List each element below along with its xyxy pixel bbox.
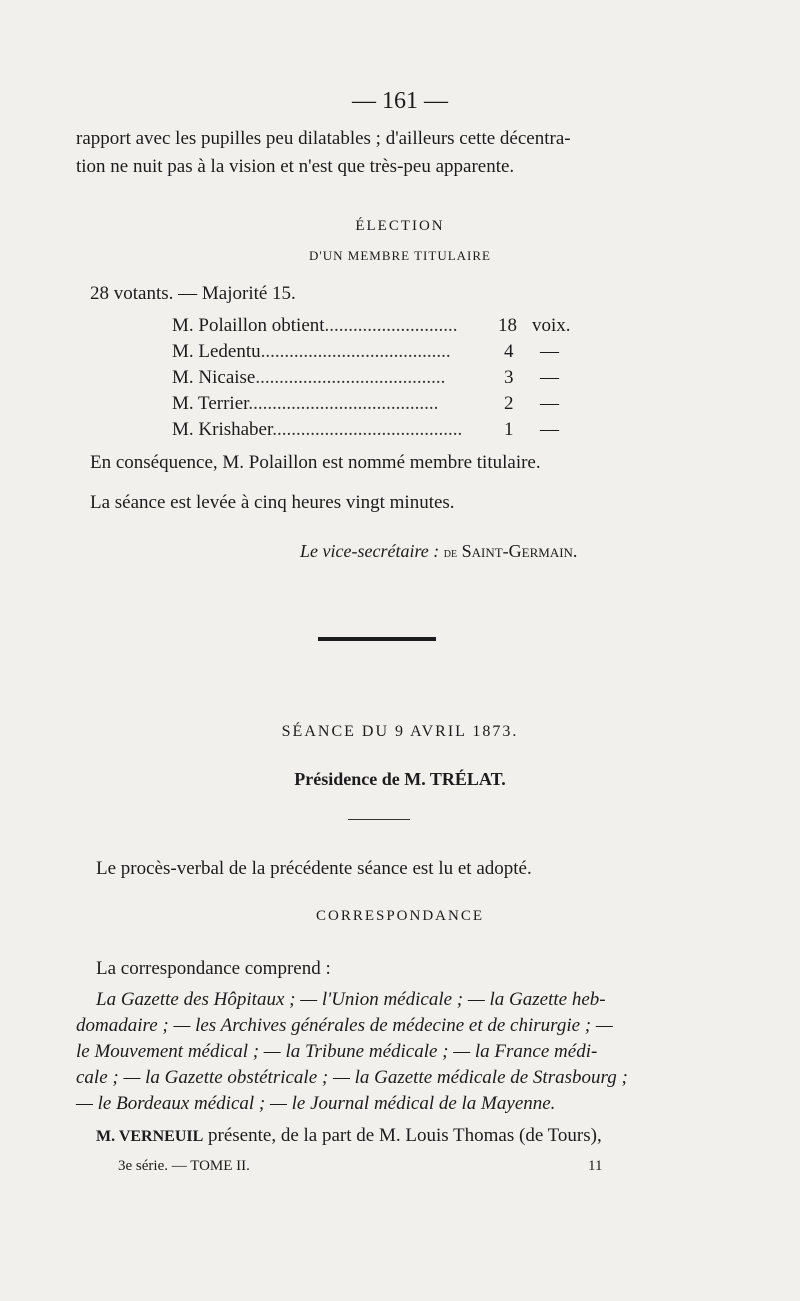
election-closing: La séance est levée à cinq heures vingt minutes. <box>90 492 455 513</box>
correspondance-line: La Gazette des Hôpitaux ; — l'Union médicale ; — la Gazette heb- <box>96 989 606 1010</box>
signature-de: de <box>443 546 458 561</box>
paragraph-line: rapport avec les pupilles peu dilatables ; d'ailleurs cette décentra- <box>76 128 571 149</box>
election-consequence: En conséquence, M. Polaillon est nommé membre titulaire. <box>90 452 541 473</box>
vote-unit: — <box>540 419 559 440</box>
vote-name: M. Ledentu........................................ <box>172 341 451 362</box>
vote-name: M. Terrier........................................ <box>172 393 439 414</box>
footer-signature-mark: 11 <box>588 1158 603 1174</box>
vote-unit: voix. <box>532 315 571 336</box>
seance-title: SÉANCE DU 9 AVRIL 1873. <box>281 723 519 740</box>
correspondance-line: domadaire ; — les Archives générales de médecine et de chirurgie ; — <box>76 1015 613 1036</box>
vote-count: 1 <box>504 419 514 440</box>
paragraph-line: tion ne nuit pas à la vision et n'est que très-peu apparente. <box>76 156 515 177</box>
vote-count: 18 <box>498 315 517 336</box>
proces-verbal: Le procès-verbal de la précédente séance est lu et adopté. <box>96 858 532 879</box>
correspondance-title: CORRESPONDANCE <box>315 908 485 924</box>
election-title: ÉLECTION <box>355 218 445 234</box>
vote-unit: — <box>540 393 559 414</box>
vote-name: M. Polaillon obtient............................ <box>172 315 458 336</box>
last-line <box>96 1125 602 1147</box>
signature-role: Le vice-secrétaire : <box>300 541 440 561</box>
section-divider <box>318 637 436 641</box>
speaker: M. VERNEUIL <box>96 1128 204 1145</box>
page-number: — 161 — <box>352 88 448 114</box>
footer-series: 3e série. — TOME II. <box>118 1158 250 1174</box>
correspondance-line: — le Bordeaux médical ; — le Journal médical de la Mayenne. <box>76 1093 556 1114</box>
correspondance-intro: La correspondance comprend : <box>96 958 331 979</box>
election-summary: 28 votants. — Majorité 15. <box>90 283 296 304</box>
correspondance-line: cale ; — la Gazette obstétricale ; — la Gazette médicale de Strasbourg ; <box>76 1067 628 1088</box>
last-line-text: présente, de la part de M. Louis Thomas (de Tours), <box>208 1125 602 1146</box>
vote-count: 2 <box>504 393 514 414</box>
vote-unit: — <box>540 341 559 362</box>
signature <box>300 541 577 562</box>
vote-name: M. Nicaise........................................ <box>172 367 446 388</box>
signature-name: Saint-Germain. <box>461 541 578 561</box>
presidence-line: Présidence de M. TRÉLAT. <box>294 769 506 789</box>
correspondance-line: le Mouvement médical ; — la Tribune médicale ; — la France médi- <box>76 1041 598 1062</box>
vote-name: M. Krishaber........................................ <box>172 419 463 440</box>
vote-unit: — <box>540 367 559 388</box>
small-divider <box>348 819 410 820</box>
election-subtitle: D'UN MEMBRE TITULAIRE <box>309 248 491 263</box>
vote-count: 3 <box>504 367 514 388</box>
vote-count: 4 <box>504 341 514 362</box>
